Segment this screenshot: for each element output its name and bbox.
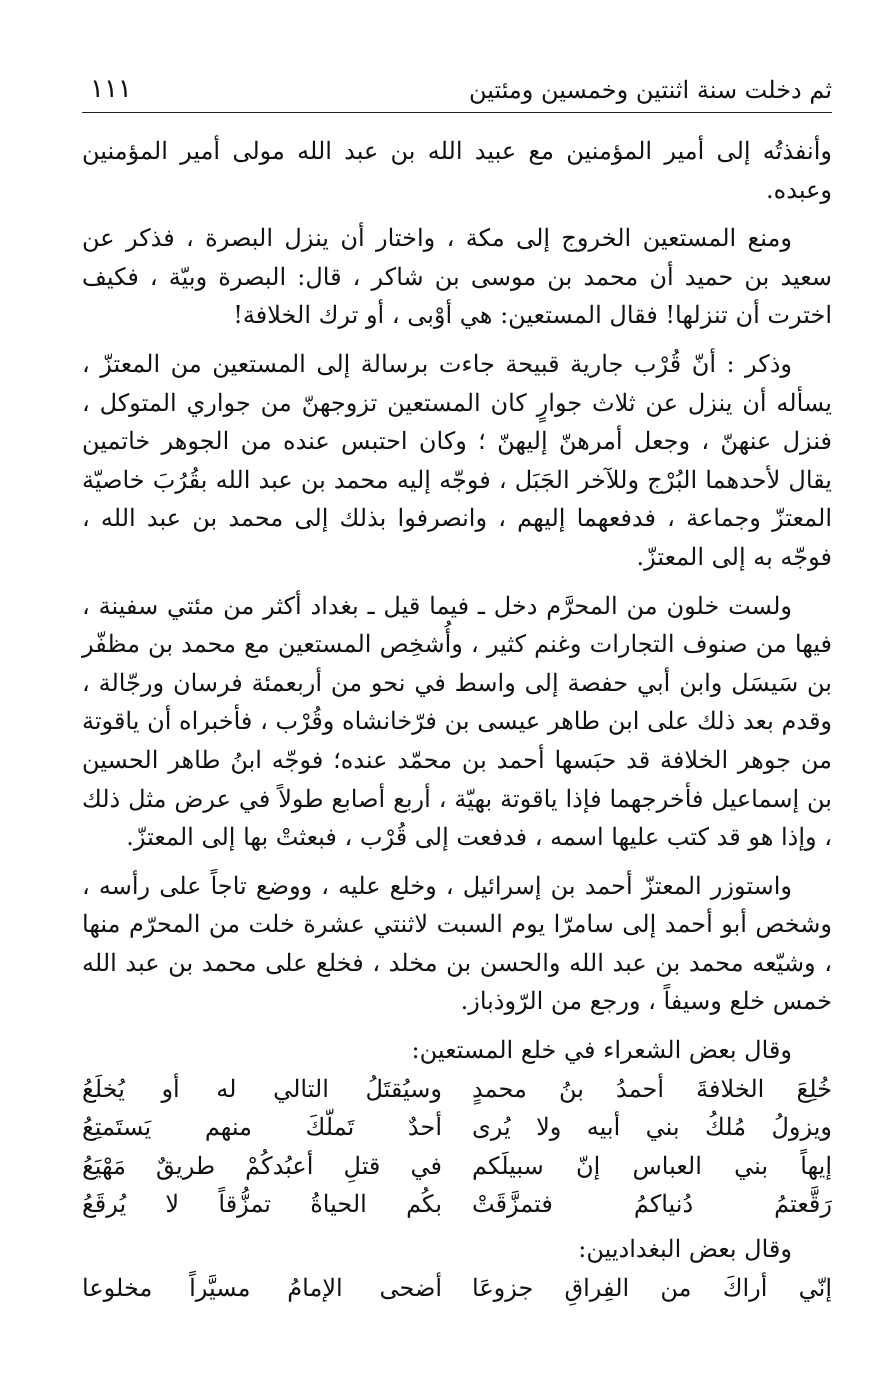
poem-intro: وقال بعض الشعراء في خلع المستعين: xyxy=(411,1036,792,1065)
page-header xyxy=(82,76,832,113)
verse-first-hemistich: ويزولُ مُلكُ بني أبيه ولا يُرى xyxy=(472,1113,832,1142)
poem-intro: وقال بعض البغداديين: xyxy=(578,1235,792,1264)
page-body xyxy=(82,132,832,1313)
poem xyxy=(82,1070,832,1224)
verse-first-hemistich: خُلِعَ الخلافةَ أحمدُ بنُ محمدٍ xyxy=(472,1074,832,1103)
paragraph: واستوزر المعتزّ أحمد بن إسرائيل ، وخلع عليه ، ووضع تاجاً على رأسه ، وشخص أبو أحمد إلى سامرّا يوم السبت لاثنتي عشرة خلت من المحرّم منها ، وشيّعه محمد بن عبد الله والحسن بن مخلد ، فخلع على محمد بن عبد الله خمس خلع وسيفاً ، ورجع من الرّوذباز. xyxy=(82,871,832,1016)
verse-line xyxy=(82,1147,832,1186)
poem xyxy=(82,1269,832,1308)
paragraph: ولست خلون من المحرَّم دخل ـ فيما قيل ـ بغداد أكثر من مئتي سفينة ، فيها من صنوف التجارات وغنم كثير ، وأُشخِص المستعين مع محمد بن مظفّر بن سَيسَل وابن أبي حفصة إلى واسط في نحو من أربعمئة فرسان ورجّالة ، وقدم بعد ذلك على ابن طاهر عيسى بن فرّخانشاه وقُرْب ، فأخبراه أن ياقوتة من جوهر الخلافة قد حبَسها أحمد بن محمّد عنده؛ فوجّه ابنُ طاهر الحسين بن إسماعيل فأخرجهما فإذا ياقوتة بهيّة ، أربع أصابع طولاً في عرض مثل ذلك ، وإذا هو قد كتب عليها اسمه ، فدفعت إلى قُرْب ، فبعثتْ بها إلى المعتزّ. xyxy=(82,591,833,852)
verse-second-hemistich: بكُم الحياةُ تمزُّقاً لا يُرقَعُ xyxy=(82,1190,442,1219)
verse-line xyxy=(82,1185,832,1224)
verse-first-hemistich: رَقَّعتمُ دُنياكمُ فتمزَّقَتْ xyxy=(472,1190,832,1219)
verse-second-hemistich: وسيُقتَلُ التالي له أو يُخلَعُ xyxy=(82,1074,442,1103)
verse-line xyxy=(82,1070,832,1109)
paragraph: وأنفذتُه إلى أمير المؤمنين مع عبيد الله بن عبد الله مولى أمير المؤمنين وعبده. xyxy=(82,137,832,204)
verse-line xyxy=(82,1269,832,1308)
verse-second-hemistich: أحدٌ تَملَّكَ منهم يَستَمتِعُ xyxy=(82,1113,442,1142)
verse-first-hemistich: إيهاً بني العباس إنّ سبيلَكم xyxy=(472,1151,832,1180)
page-number: ١١١ xyxy=(90,74,132,104)
verse-line xyxy=(82,1108,832,1147)
paragraph: وذكر : أنّ قُرْب جارية قبيحة جاءت برسالة إلى المستعين من المعتزّ ، يسأله أن ينزل عن ثلاث جوارٍ كان المستعين تزوجهنّ من جواري المتوكل ، فنزل عنهنّ ، وجعل أمرهنّ إليهنّ ؛ وكان احتبس عنده من الجوهر خاتمين يقال لأحدهما البُرْج وللآخر الجَبَل ، فوجّه إليه محمد بن عبد الله بقُرُبَ خاصيّة المعتزّ وجماعة ، فدفعهما إليهم ، وانصرفوا بذلك إلى محمد بن عبد الله ، فوجّه به إلى المعتزّ. xyxy=(82,349,832,571)
running-title: ثم دخلت سنة اثنتين وخمسين ومئتين xyxy=(468,76,832,104)
verse-first-hemistich: إنّي أراكَ من الفِراقِ جزوعَا xyxy=(472,1273,832,1302)
verse-second-hemistich: في قتلِ أعبُدكُمْ طريقٌ مَهْيَعُ xyxy=(82,1151,442,1180)
paragraph: ومنع المستعين الخروج إلى مكة ، واختار أن ينزل البصرة ، فذكر عن سعيد بن حميد أن محمد بن موسى بن شاكر ، قال: البصرة وبيّة ، فكيف اخترت أن تنزلها! فقال المستعين: هي أوْبى ، أو ترك الخلافة! xyxy=(82,224,832,330)
verse-second-hemistich: أضحى الإمامُ مسيَّراً مخلوعا xyxy=(82,1273,442,1302)
